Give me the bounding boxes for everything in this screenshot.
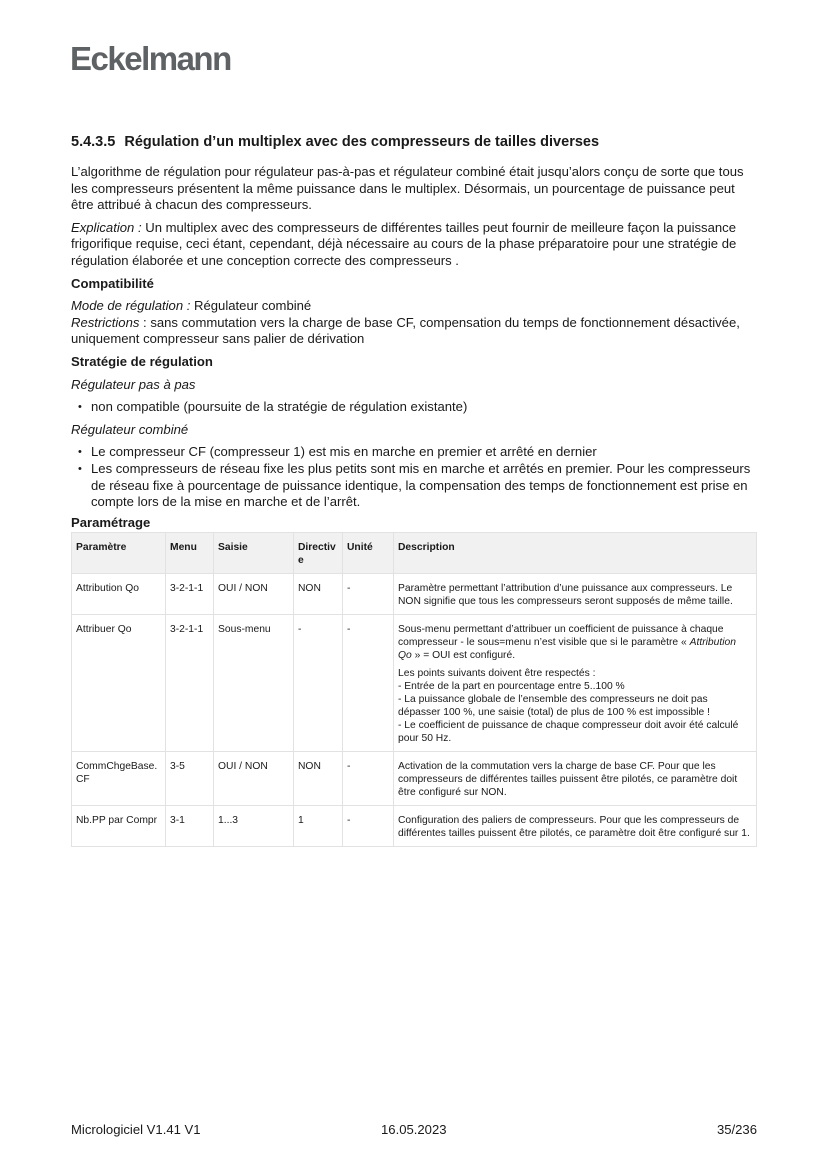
cell-saisie: 1...3 xyxy=(214,806,294,847)
cell-param: Nb.PP par Compr xyxy=(72,806,166,847)
table-row xyxy=(72,615,757,752)
footer-date: 16.05.2023 xyxy=(381,1122,447,1137)
list-item: • Les compresseurs de réseau fixe les plus petits sont mis en marche et arrêtés en premier. Pour les compresseurs de réseau fixe à pourcentage de puissance identique, la compensation des temps de fonctionnement est prise en compte lors de la mise en marche et de l’arrêt. xyxy=(91,461,757,511)
explication-label: Explication : xyxy=(71,219,142,235)
section-number: 5.4.3.5 xyxy=(71,134,116,150)
parametrage-heading: Paramétrage xyxy=(71,514,151,530)
col-menu: Menu xyxy=(166,533,214,574)
list-item: • Le compresseur CF (compresseur 1) est mis en marche en premier et arrêté en dernier xyxy=(91,444,757,461)
table-row xyxy=(72,752,757,806)
col-unite: Unité xyxy=(343,533,394,574)
cell-menu: 3-1 xyxy=(166,806,214,847)
mode-label: Mode de régulation : xyxy=(71,298,191,314)
cell-unite: - xyxy=(343,615,394,752)
cell-param: Attribuer Qo xyxy=(72,615,166,752)
combine-list xyxy=(71,444,757,510)
explication-text: Un multiplex avec des compresseurs de différentes tailles peut fournir de meilleure façon la puissance frigorifique requise, ceci étant, cependant, déjà nécessaire au cours de la phase préparatoire pour une stratégie de régulation élaborée et une conception correcte des compresseurs . xyxy=(71,219,737,268)
page-content xyxy=(71,133,757,847)
cell-menu: 3-2-1-1 xyxy=(166,615,214,752)
cell-saisie: OUI / NON xyxy=(214,752,294,806)
table-header-row xyxy=(72,533,757,574)
cell-unite: - xyxy=(343,574,394,615)
table-row xyxy=(72,574,757,615)
cell-unite: - xyxy=(343,752,394,806)
restrictions-label: Restrictions xyxy=(71,314,140,330)
cell-directive: 1 xyxy=(294,806,343,847)
cell-description: Paramètre permettant l’attribution d’une puissance aux compresseurs. Le NON signifie que tous les compresseurs seront supposés de même taille. xyxy=(394,574,757,615)
explication-paragraph xyxy=(71,220,757,270)
intro-paragraph: L’algorithme de régulation pour régulateur pas-à-pas et régulateur combiné était jusqu’alors conçu de sorte que tous les compresseurs présentent la même puissance dans le multiplex. Désormais, un pourcentage de puissance peut être attribué à chacun des compresseurs. xyxy=(71,164,744,213)
cell-description: Activation de la commutation vers la charge de base CF. Pour que les compresseurs de différentes tailles puissent être pilotés, ce paramètre doit être configuré sur NON. xyxy=(394,752,757,806)
cell-directive: NON xyxy=(294,752,343,806)
cell-directive: - xyxy=(294,615,343,752)
eckelmann-logo: Eckelmann xyxy=(70,40,231,77)
section-heading xyxy=(71,133,757,151)
cell-saisie: Sous-menu xyxy=(214,615,294,752)
pas-a-pas-list xyxy=(71,399,757,416)
col-description: Description xyxy=(394,533,757,574)
restrictions-text: : sans commutation vers la charge de base CF, compensation du temps de fonctionnement désactivée, uniquement compresseur sans palier de dérivation xyxy=(71,314,740,347)
cell-menu: 3-5 xyxy=(166,752,214,806)
cell-menu: 3-2-1-1 xyxy=(166,574,214,615)
description-part-2: Les points suivants doivent être respectés : - Entrée de la part en pourcentage entre 5..100 % - La puissance globale de l’ensemble des compresseurs ne doit pas dépasser 100 %, une saisie (total) de plus de 100 % est impossible ! - Le coefficient de puissance de chaque compresseur doit avoir été calculé pour 50 Hz. xyxy=(398,668,739,745)
col-directive: Directiv e xyxy=(294,533,343,574)
col-saisie: Saisie xyxy=(214,533,294,574)
table-row xyxy=(72,806,757,847)
strategie-heading: Stratégie de régulation xyxy=(71,353,213,369)
parameter-table xyxy=(71,532,757,847)
cell-unite: - xyxy=(343,806,394,847)
description-part-1: Sous-menu permettant d’attribuer un coefficient de puissance à chaque compresseur - le sous=menu n’est visible que si le paramètre « Attribution Qo » = OUI est configuré. xyxy=(398,624,736,662)
col-parametre: Paramètre xyxy=(72,533,166,574)
cell-description: Configuration des paliers de compresseurs. Pour que les compresseurs de différentes tailles puissent être pilotés, ce paramètre doit être configuré sur 1. xyxy=(394,806,757,847)
cell-description xyxy=(394,615,757,752)
footer-page-number: 35/236 xyxy=(716,1122,757,1137)
compatibilite-paragraph xyxy=(71,298,757,348)
footer-firmware-version: Micrologiciel V1.41 V1 xyxy=(71,1122,201,1137)
mode-value: Régulateur combiné xyxy=(190,298,312,314)
compatibilite-heading: Compatibilité xyxy=(71,275,154,291)
cell-saisie: OUI / NON xyxy=(214,574,294,615)
combine-label: Régulateur combiné xyxy=(71,421,189,437)
cell-param: Attribution Qo xyxy=(72,574,166,615)
section-title: Régulation d’un multiplex avec des compresseurs de tailles diverses xyxy=(124,134,600,150)
list-item: • non compatible (poursuite de la stratégie de régulation existante) xyxy=(91,399,757,416)
cell-param: CommChgeBase. CF xyxy=(72,752,166,806)
cell-directive: NON xyxy=(294,574,343,615)
pas-a-pas-label: Régulateur pas à pas xyxy=(71,376,196,392)
